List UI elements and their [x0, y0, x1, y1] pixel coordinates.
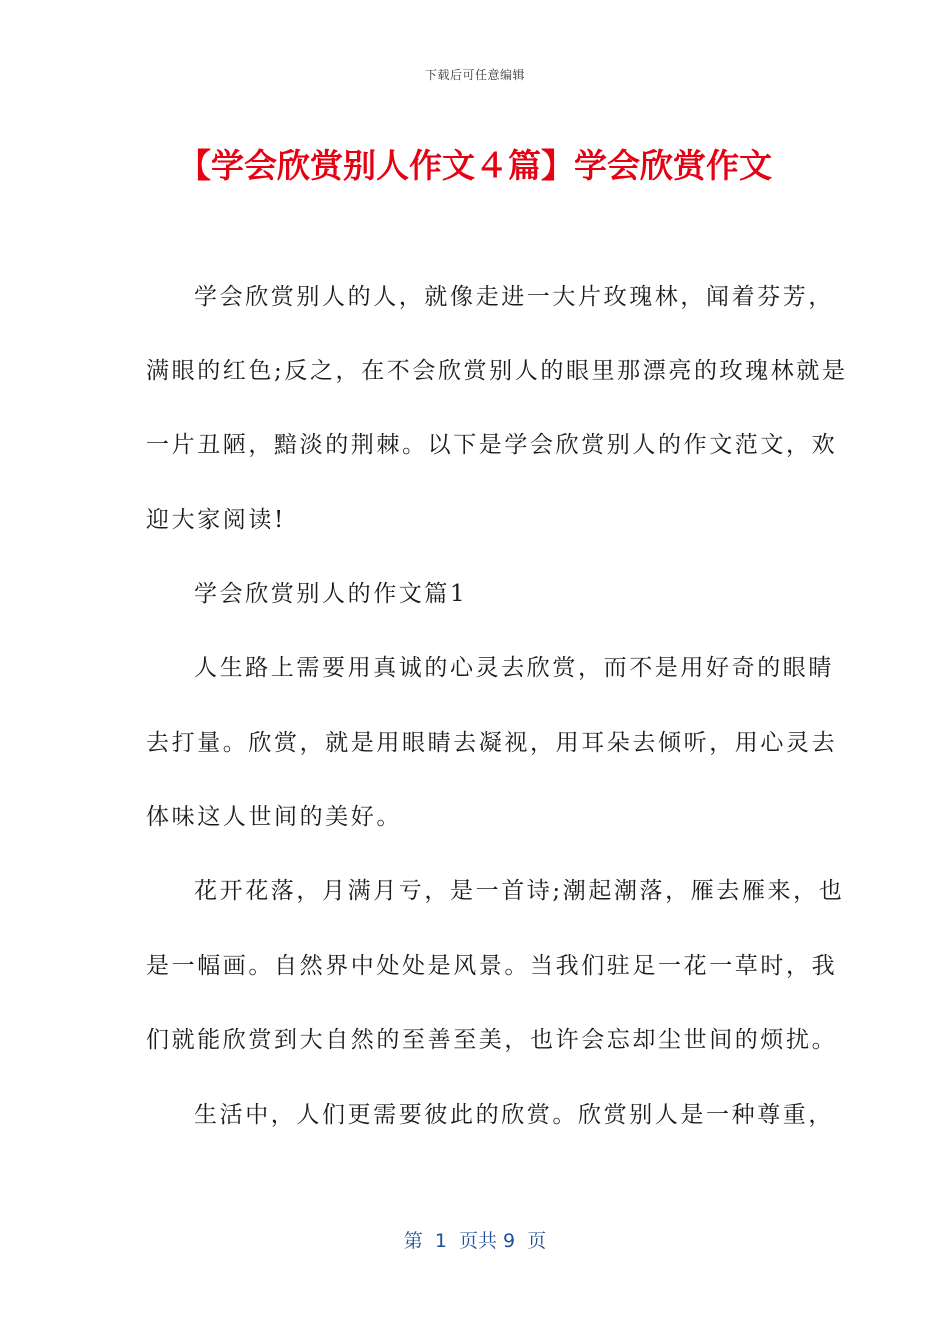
page-number-footer: 第 1 页共 9 页 [403, 1230, 547, 1252]
paragraph-line: 生活中，人们更需要彼此的欣赏。欣赏别人是一种尊重， [194, 1102, 834, 1128]
paragraph-line: 满眼的红色;反之，在不会欣赏别人的眼里那漂亮的玫瑰林就是 [146, 358, 848, 384]
paragraph-line: 迎大家阅读! [146, 507, 286, 533]
section-heading: 学会欣赏别人的作文篇1 [194, 581, 468, 607]
paragraph-line: 体味这人世间的美好。 [146, 804, 402, 830]
paragraph-line: 人生路上需要用真诚的心灵去欣赏，而不是用好奇的眼睛 [194, 655, 834, 681]
paragraph-line: 花开花落，月满月亏，是一首诗;潮起潮落，雁去雁来，也 [194, 878, 845, 904]
paragraph-line: 一片丑陋，黯淡的荆棘。以下是学会欣赏别人的作文范文，欢 [146, 432, 838, 458]
paragraph-line: 去打量。欣赏，就是用眼睛去凝视，用耳朵去倾听，用心灵去 [146, 730, 838, 756]
document-title: 【学会欣赏别人作文４篇】学会欣赏作文 [178, 146, 772, 185]
paragraph-line: 是一幅画。自然界中处处是风景。当我们驻足一花一草时，我 [146, 953, 838, 979]
paragraph-line: 学会欣赏别人的人，就像走进一大片玫瑰林，闻着芬芳， [194, 284, 834, 310]
page-header-note: 下载后可任意编辑 [424, 68, 525, 82]
paragraph-line: 们就能欣赏到大自然的至善至美，也许会忘却尘世间的烦扰。 [146, 1027, 838, 1053]
